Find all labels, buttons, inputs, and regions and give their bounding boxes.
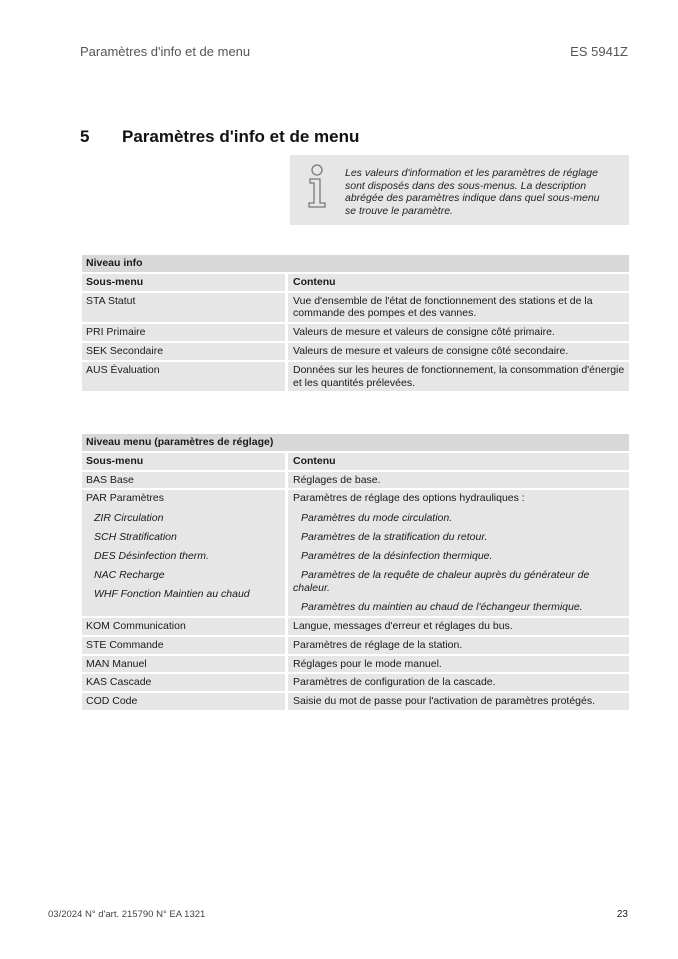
subitem-content: Paramètres de la désinfection thermique. (301, 549, 493, 562)
content-cell: Réglages de base. (285, 472, 629, 489)
content-cell: Données sur les heures de fonctionnement, la consommation d'énergie et les quantités prélevées. (285, 362, 629, 392)
subitem-name: DES Désinfection therm. (94, 549, 209, 562)
content-cell: Paramètres de configuration de la cascade. (285, 674, 629, 691)
subitem-name: ZIR Circulation (94, 511, 164, 524)
page-number: 23 (616, 909, 628, 920)
header-doc-code: ES 5941Z (570, 44, 628, 59)
subitem-content: Paramètres du maintien au chaud de l'échangeur thermique. (301, 601, 583, 614)
info-table (82, 253, 629, 393)
table-header-row (82, 453, 629, 470)
submenu-cell (82, 490, 285, 616)
info-box (290, 155, 629, 225)
subitem-content: Paramètres du mode circulation. (301, 511, 453, 524)
table-row-parametres (82, 490, 629, 616)
column-header-submenu: Sous-menu (82, 453, 285, 470)
submenu-cell: AUS Évaluation (82, 362, 285, 392)
content-cell: Langue, messages d'erreur et réglages du bus. (285, 618, 629, 635)
submenu-cell: COD Code (82, 693, 285, 710)
submenu-cell: KAS Cascade (82, 674, 285, 691)
subitem-content: Paramètres de la requête de chaleur auprès du générateur de chaleur. (293, 569, 590, 594)
content-cell (285, 490, 629, 616)
content-intro: Paramètres de réglage des options hydrauliques : (293, 492, 525, 505)
submenu-cell: STE Commande (82, 637, 285, 654)
table-row (82, 693, 629, 710)
submenu-cell: STA Statut (82, 293, 285, 323)
content-cell: Valeurs de mesure et valeurs de consigne côté secondaire. (285, 343, 629, 360)
info-table-title: Niveau info (82, 255, 629, 272)
table-title-row (82, 434, 629, 451)
subitem-content: Paramètres de la stratification du retour. (301, 530, 488, 543)
header-title: Paramètres d'info et de menu (80, 44, 251, 59)
table-header-row (82, 274, 629, 291)
column-header-submenu: Sous-menu (82, 274, 285, 291)
submenu-label: PAR Paramètres (86, 492, 164, 505)
table-row (82, 293, 629, 323)
subitem-name: SCH Stratification (94, 530, 177, 543)
table-row (82, 324, 629, 341)
menu-table (82, 432, 629, 712)
footer-article-info: 03/2024 N° d'art. 215790 N° EA 1321 (48, 909, 206, 920)
submenu-cell: PRI Primaire (82, 324, 285, 341)
table-row (82, 637, 629, 654)
section-number: 5 (80, 127, 90, 146)
subitem-name: NAC Recharge (94, 569, 165, 582)
section-title: Paramètres d'info et de menu (122, 127, 360, 146)
column-header-content: Contenu (285, 274, 629, 291)
table-row (82, 656, 629, 673)
table-row (82, 472, 629, 489)
content-cell: Réglages pour le mode manuel. (285, 656, 629, 673)
table-row (82, 362, 629, 392)
content-cell: Vue d'ensemble de l'état de fonctionnement des stations et de la commande des pompes et des vannes. (285, 293, 629, 323)
table-row (82, 674, 629, 691)
table-title-row (82, 255, 629, 272)
subitem-name: WHF Fonction Maintien au chaud (94, 588, 250, 601)
submenu-cell: BAS Base (82, 472, 285, 489)
content-cell: Saisie du mot de passe pour l'activation de paramètres protégés. (285, 693, 629, 710)
submenu-cell: KOM Communication (82, 618, 285, 635)
content-cell: Paramètres de réglage de la station. (285, 637, 629, 654)
table-row (82, 343, 629, 360)
submenu-cell: MAN Manuel (82, 656, 285, 673)
info-text: Les valeurs d'information et les paramètres de réglage sont disposés dans des sous-menus. La description abrégée des paramètres indique dans quel sous-menu se trouve le paramètre. (345, 167, 600, 218)
table-row (82, 618, 629, 635)
submenu-cell: SEK Secondaire (82, 343, 285, 360)
info-icon (305, 164, 329, 208)
menu-table-title: Niveau menu (paramètres de réglage) (82, 434, 629, 451)
column-header-content: Contenu (285, 453, 629, 470)
content-cell: Valeurs de mesure et valeurs de consigne côté primaire. (285, 324, 629, 341)
